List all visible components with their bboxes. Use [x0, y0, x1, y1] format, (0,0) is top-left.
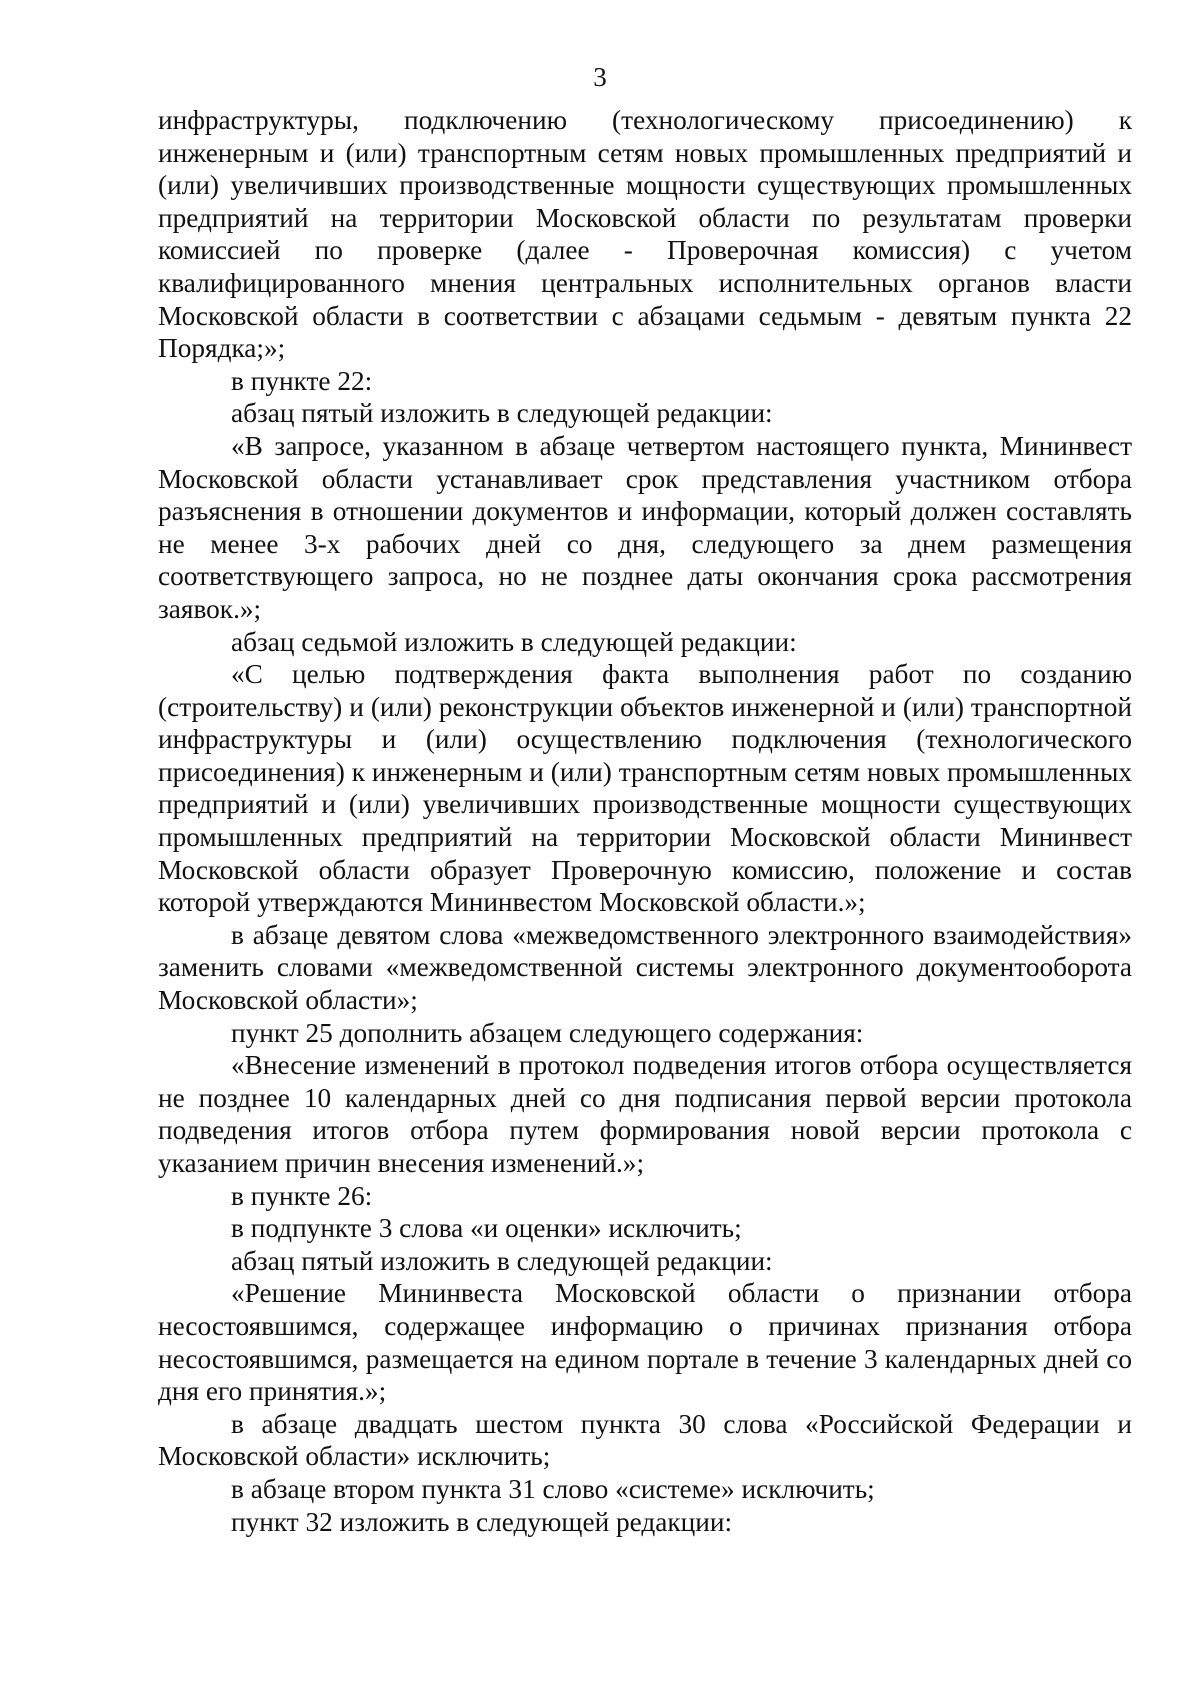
- page-number: 3: [593, 62, 607, 92]
- paragraph: «С целью подтверждения факта выполнения работ по созданию (строительству) и (или) реконструкции объектов инженерной и (или) транспортной инфраструктуры и (или) осуществлению подключения (технологического присоединения) к инженерным и (или) транспортным сетям новых промышленных предприятий и (или) увеличивших производственные мощности существующих промышленных предприятий на территории Московской области Мининвест Московской области образует Проверочную комиссию, положение и состав которой утверждаются Мининвестом Московской области.»;: [158, 659, 1132, 918]
- paragraph: абзац пятый изложить в следующей редакции:: [231, 398, 773, 429]
- paragraph: инфраструктуры, подключению (технологическому присоединению) к инженерным и (или) транспортным сетям новых промышленных предприятий и (или) увеличивших производственные мощности существующих промышленных предприятий на территории Московской области по результатам проверки комиссией по проверке (далее - Проверочная комиссия) с учетом квалифицированного мнения центральных исполнительных органов власти Московской области в соответствии с абзацами седьмым - девятым пункта 22 Порядка;»;: [158, 105, 1132, 364]
- paragraph: абзац пятый изложить в следующей редакции:: [231, 1245, 773, 1276]
- paragraph: в пункте 26:: [231, 1180, 373, 1211]
- paragraph: в абзаце втором пункта 31 слово «системе» исключить;: [231, 1473, 875, 1504]
- paragraph: «Внесение изменений в протокол подведения итогов отбора осуществляется не позднее 10 календарных дней со дня подписания первой версии протокола подведения итогов отбора путем формирования новой версии протокола с указанием причин внесения изменений.»;: [158, 1050, 1132, 1178]
- document-body: [158, 104, 1132, 1538]
- paragraph: абзац седьмой изложить в следующей редакции:: [231, 626, 797, 657]
- paragraph: в абзаце двадцать шестом пункта 30 слова «Российской Федерации и Московской области» исключить;: [158, 1408, 1132, 1472]
- paragraph: пункт 32 изложить в следующей редакции:: [231, 1506, 733, 1537]
- paragraph: «Решение Мининвеста Московской области о признании отбора несостоявшимся, содержащее информацию о причинах признания отбора несостоявшимся, размещается на едином портале в течение 3 календарных дней со дня его принятия.»;: [158, 1278, 1132, 1407]
- paragraph: в пункте 22:: [231, 365, 373, 396]
- paragraph: пункт 25 дополнить абзацем следующего содержания:: [231, 1017, 864, 1048]
- paragraph: в абзаце девятом слова «межведомственного электронного взаимодействия» заменить словами «межведомственной системы электронного документооборота Московской области»;: [158, 919, 1132, 1016]
- paragraph: в подпункте 3 слова «и оценки» исключить;: [231, 1213, 742, 1244]
- paragraph: «В запросе, указанном в абзаце четвертом настоящего пункта, Мининвест Московской области устанавливает срок представления участником отбора разъяснения в отношении документов и информации, который должен составлять не менее 3-х рабочих дней со дня, следующего за днем размещения соответствующего запроса, но не позднее даты окончания срока рассмотрения заявок.»;: [158, 430, 1132, 624]
